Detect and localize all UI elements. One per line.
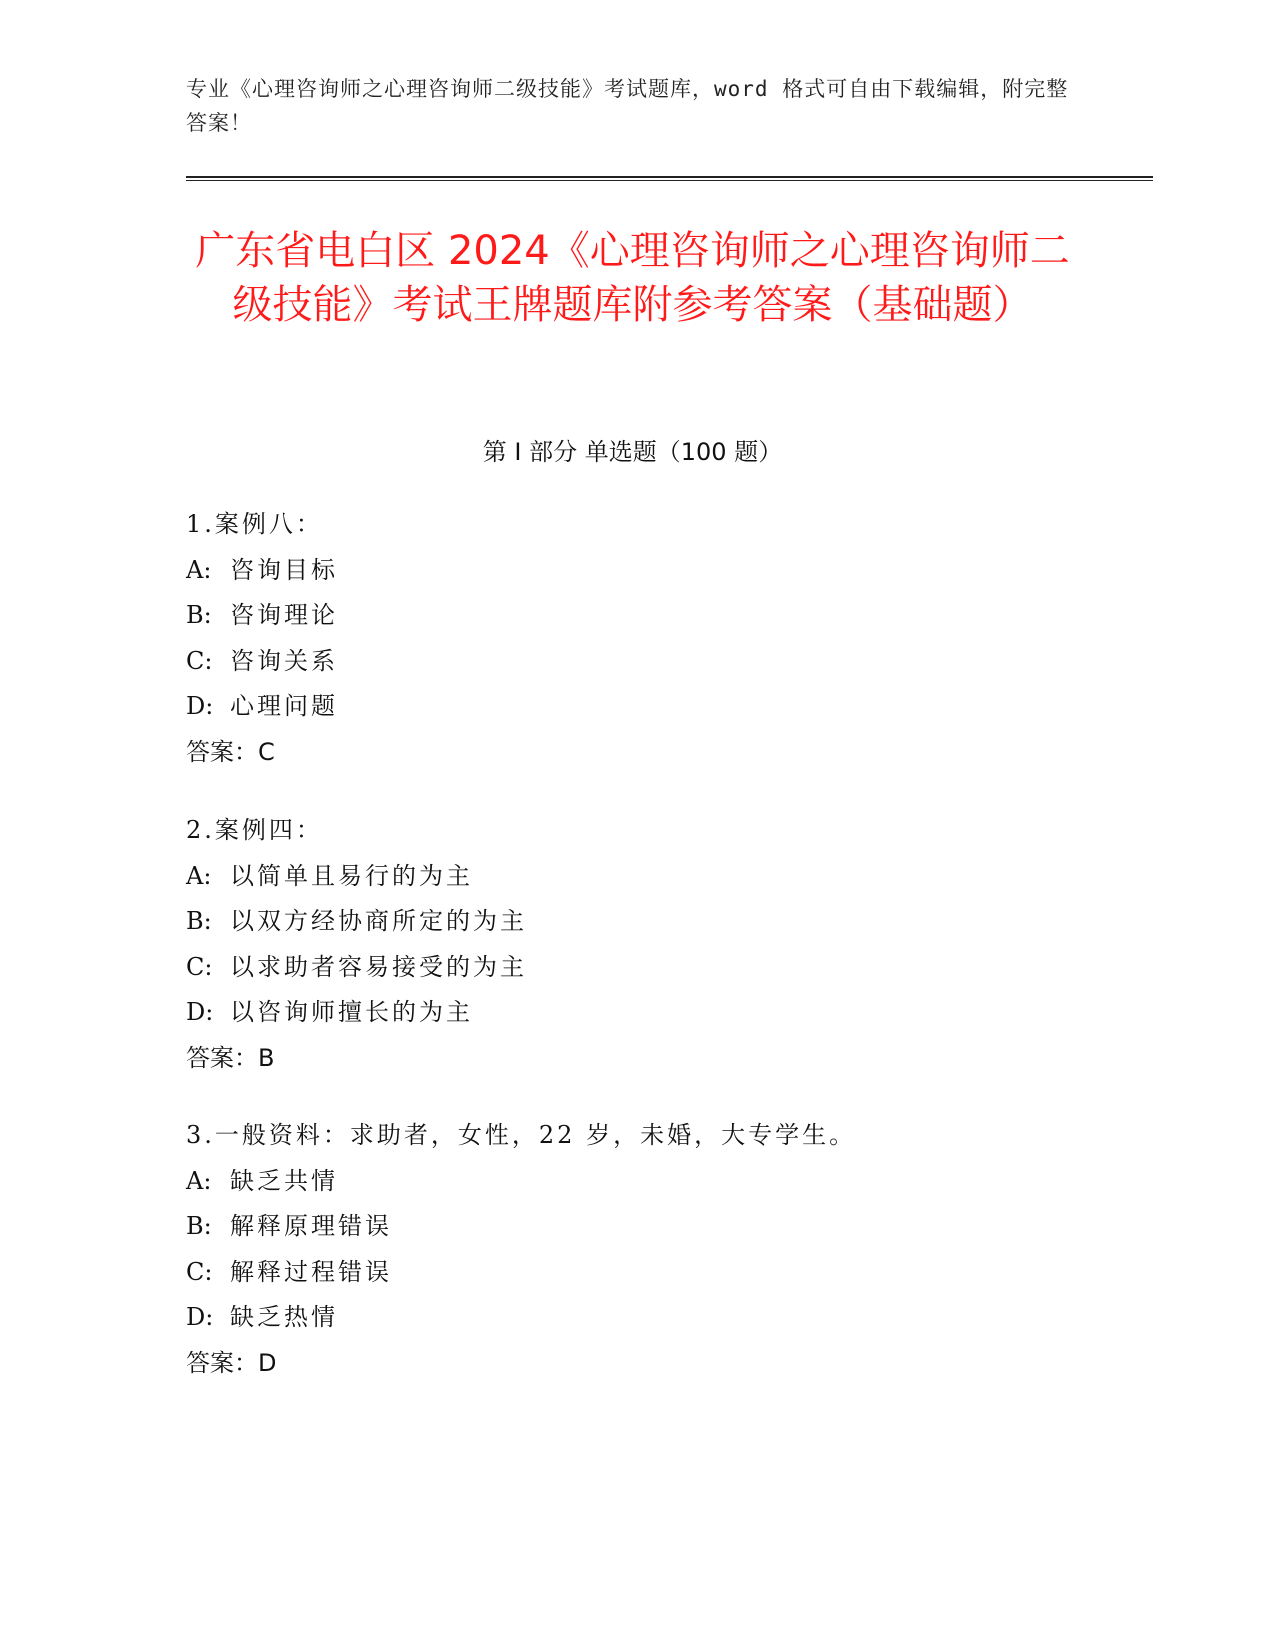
option-b	[186, 899, 1086, 945]
option-label: C:	[186, 646, 213, 675]
option-d	[186, 1295, 1086, 1341]
option-label: D:	[186, 998, 214, 1026]
question-stem: 2.案例四：	[186, 816, 323, 844]
option-text: 以双方经协商所定的为主	[230, 907, 527, 935]
answer-line: 答案：B	[186, 1043, 275, 1072]
question-2	[186, 808, 1086, 1081]
question-stem: 1.案例八：	[186, 510, 323, 538]
option-b	[186, 1204, 1086, 1250]
option-a	[186, 854, 1086, 900]
option-label: B:	[186, 601, 212, 629]
option-a	[186, 1159, 1086, 1205]
option-label: B:	[186, 1212, 212, 1240]
option-c	[186, 1250, 1086, 1296]
option-c	[186, 639, 1086, 685]
option-b	[186, 593, 1086, 639]
option-label: D:	[186, 692, 214, 720]
option-d	[186, 684, 1086, 730]
option-text: 以求助者容易接受的为主	[230, 952, 527, 981]
option-label: A:	[186, 861, 212, 890]
option-label: C:	[186, 1257, 213, 1286]
option-text: 心理问题	[230, 692, 338, 720]
option-text: 解释原理错误	[230, 1212, 392, 1240]
option-d	[186, 990, 1086, 1036]
option-c	[186, 945, 1086, 991]
option-label: A:	[186, 555, 212, 584]
section-title: 第 I 部分 单选题（100 题）	[482, 438, 783, 466]
option-text: 解释过程错误	[230, 1257, 392, 1286]
question-stem: 3.一般资料：求助者，女性，22 岁，未婚，大专学生。	[186, 1121, 857, 1149]
option-text: 以简单且易行的为主	[230, 861, 473, 890]
header-note: 专业《心理咨询师之心理咨询师二级技能》考试题库，word 格式可自由下载编辑，附完整答案！	[186, 77, 1069, 135]
option-a	[186, 548, 1086, 594]
option-text: 咨询理论	[230, 601, 338, 629]
option-text: 咨询关系	[230, 646, 338, 675]
header-divider	[186, 176, 1153, 181]
answer-line: 答案：C	[186, 737, 275, 766]
option-label: C:	[186, 952, 213, 981]
option-label: A:	[186, 1166, 212, 1195]
option-label: D:	[186, 1303, 214, 1331]
option-label: B:	[186, 907, 212, 935]
question-1	[186, 502, 1086, 775]
document-title: 广东省电白区 2024《心理咨询师之心理咨询师二级技能》考试王牌题库附参考答案（基础题）	[195, 228, 1070, 328]
option-text: 缺乏热情	[230, 1303, 338, 1331]
answer-line: 答案：D	[186, 1348, 277, 1377]
question-3	[186, 1113, 1086, 1386]
option-text: 缺乏共情	[230, 1166, 338, 1195]
option-text: 以咨询师擅长的为主	[230, 998, 473, 1026]
option-text: 咨询目标	[230, 555, 338, 584]
